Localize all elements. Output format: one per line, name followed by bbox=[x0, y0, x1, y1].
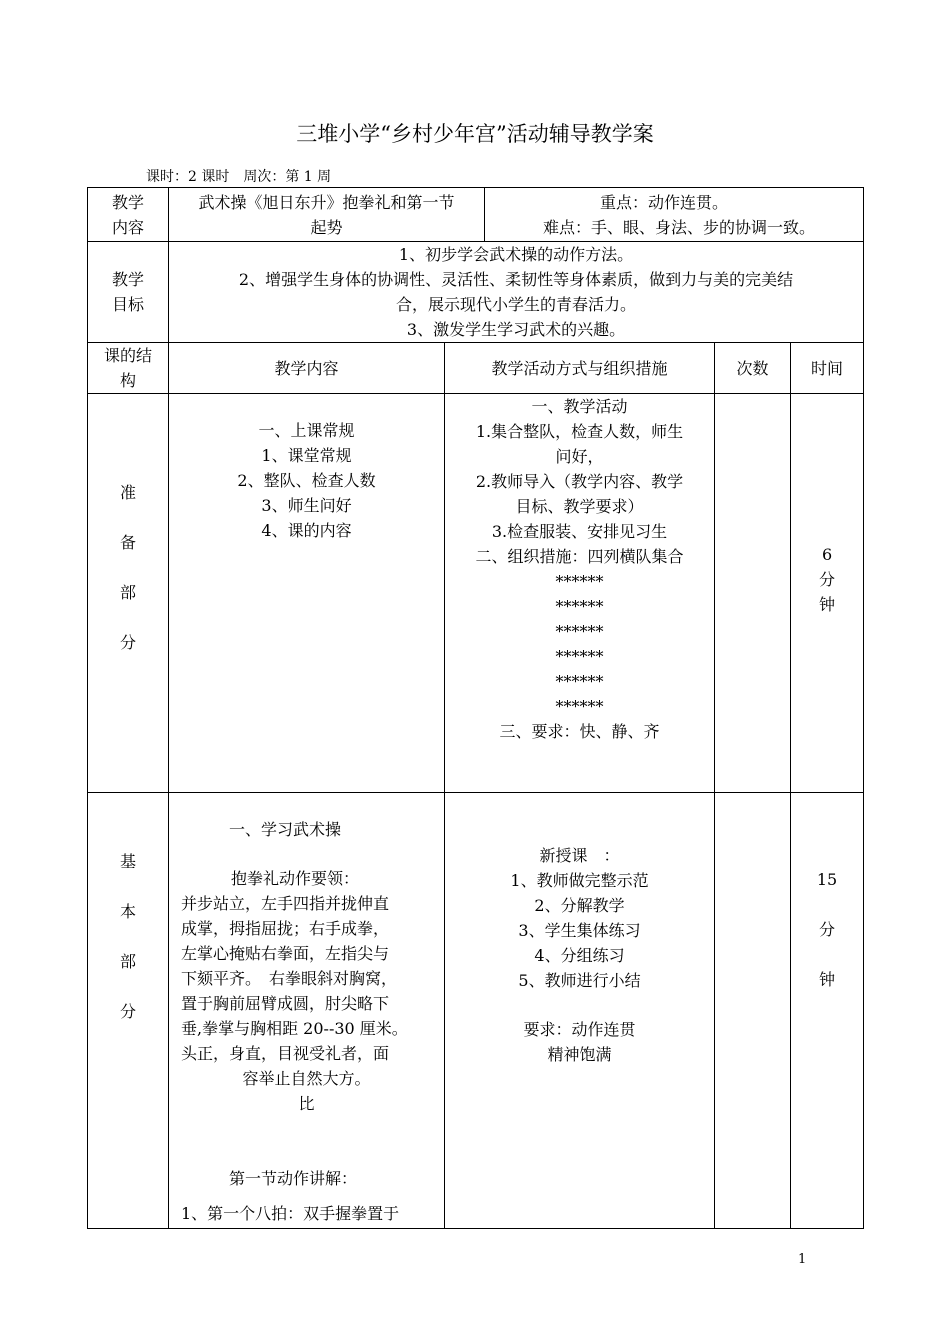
header-count: 次数 bbox=[715, 343, 791, 394]
header-time: 时间 bbox=[791, 343, 864, 394]
prep-activity: 一、教学活动 1.集合整队，检查人数，师生 问好， 2.教师导入（教学内容、教学 目标、教学要求） 3.检查服装、安排见习生 二、组织措施：四列横队集合 ****** ****** ****** ****** ****** ****** 三、要求：快、静、齐 bbox=[445, 394, 715, 793]
content-label: 教学 内容 bbox=[88, 188, 169, 242]
lesson-plan-table bbox=[87, 187, 864, 1229]
basic-label: 基 本 部 分 bbox=[88, 793, 169, 1229]
prep-count bbox=[715, 394, 791, 793]
goals-label: 教学 目标 bbox=[88, 242, 169, 343]
prep-time: 6 分 钟 bbox=[791, 394, 864, 793]
basic-activity: 新授课 ： 1、教师做完整示范 2、分解教学 3、学生集体练习 4、分组练习 5、教师进行小结 要求：动作连贯 精神饱满 bbox=[445, 793, 715, 1229]
header-content: 教学内容 bbox=[169, 343, 445, 394]
basic-content: 一、学习武术操 抱拳礼动作要领： 并步站立，左手四指并拢伸直 成掌，拇指屈拢；右手成拳， 左掌心掩贴右拳面，左指尖与 下颏平齐。 右拳眼斜对胸窝， 置于胸前屈臂成圆，肘尖略下 垂,拳掌与胸相距 20--30 厘米。 头正，身直，目视受礼者，面 容举止自然大方。 比 第一节动作讲解： 1、第一个八拍：双手握拳置于 bbox=[169, 793, 445, 1229]
teaching-goals: 1、初步学会武术操的动作方法。 2、增强学生身体的协调性、灵活性、柔韧性等身体素质，做到力与美的完美结 合，展示现代小学生的青春活力。 3、激发学生学习武术的兴趣。 bbox=[169, 242, 864, 343]
lesson-meta: 课时：2 课时 周次：第 1 周 bbox=[146, 169, 332, 185]
header-activity: 教学活动方式与组织措施 bbox=[445, 343, 715, 394]
key-points: 重点：动作连贯。 难点：手、眼、身法、步的协调一致。 bbox=[485, 188, 864, 242]
prep-content: 一、上课常规 1、课堂常规 2、整队、检查人数 3、师生问好 4、课的内容 bbox=[169, 394, 445, 793]
prep-label: 准 备 部 分 bbox=[88, 394, 169, 793]
basic-count bbox=[715, 793, 791, 1229]
document-title: 三堆小学“乡村少年宫”活动辅导教学案 bbox=[296, 122, 654, 146]
basic-row bbox=[88, 793, 864, 1229]
goals-row bbox=[88, 242, 864, 343]
lesson-topic: 武术操《旭日东升》抱拳礼和第一节 起势 bbox=[169, 188, 485, 242]
page-number: 1 bbox=[798, 1252, 807, 1267]
header-structure: 课的结 构 bbox=[88, 343, 169, 394]
basic-time: 15 分 钟 bbox=[791, 793, 864, 1229]
prep-row bbox=[88, 394, 864, 793]
content-row bbox=[88, 188, 864, 242]
header-row bbox=[88, 343, 864, 394]
